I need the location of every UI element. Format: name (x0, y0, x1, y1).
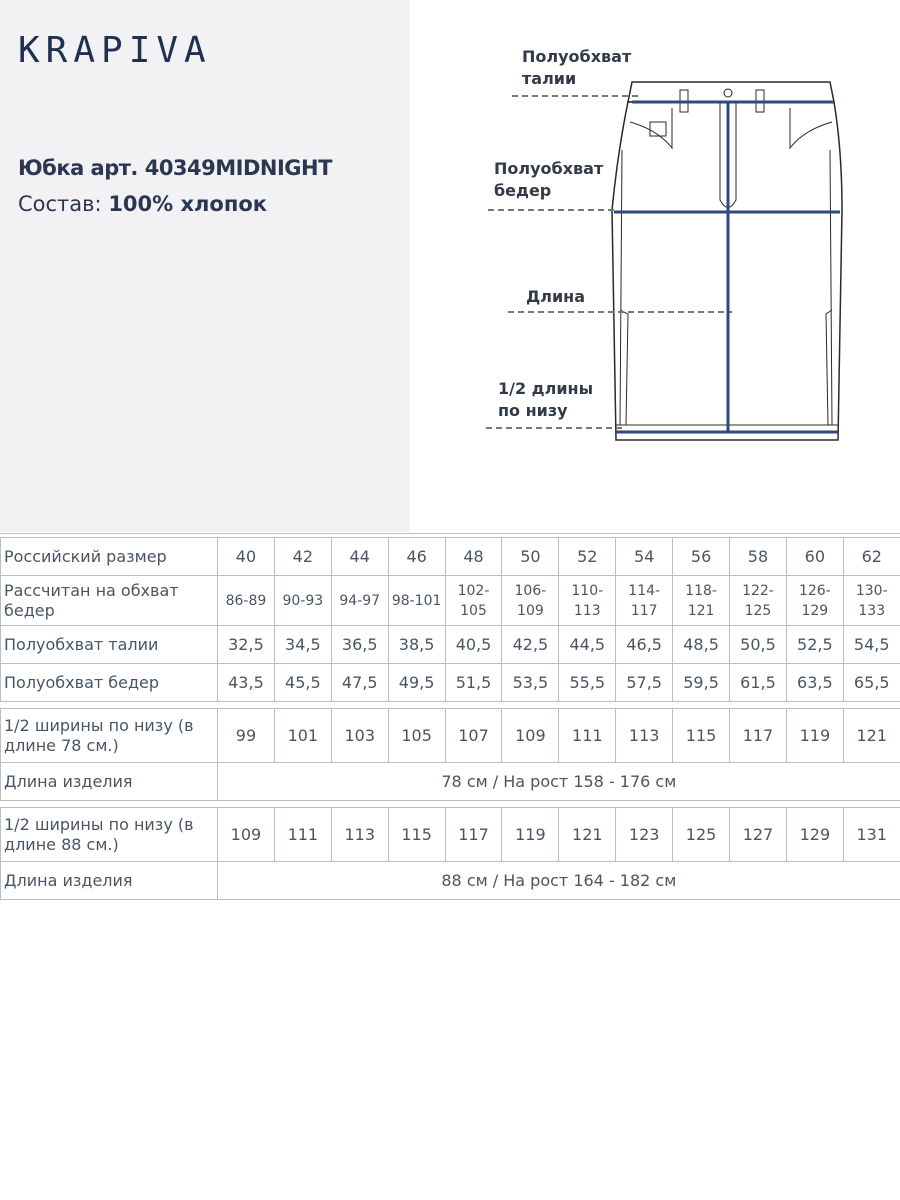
hem-cell: 103 (331, 709, 388, 763)
size-cell: 52 (559, 538, 616, 576)
hips-cell: 47,5 (331, 664, 388, 702)
hem-measure-label: 1/2 длины по низу (498, 379, 594, 420)
row-label: 1/2 ширины по низу (в длине 78 см.) (1, 709, 218, 763)
composition (18, 192, 267, 216)
hip-range-cell: 94-97 (331, 576, 388, 626)
row-label: 1/2 ширины по низу (в длине 88 см.) (1, 808, 218, 862)
hem-cell: 99 (218, 709, 275, 763)
hips-cell: 53,5 (502, 664, 559, 702)
waist-cell: 40,5 (445, 626, 502, 664)
table-row (1, 626, 900, 664)
composition-value: 100% хлопок (108, 192, 268, 216)
hem-cell: 123 (616, 808, 673, 862)
size-cell: 62 (843, 538, 900, 576)
hips-cell: 57,5 (616, 664, 673, 702)
size-cell: 50 (502, 538, 559, 576)
waist-cell: 52,5 (786, 626, 843, 664)
hem-cell: 121 (843, 709, 900, 763)
size-cell: 58 (730, 538, 787, 576)
waist-cell: 32,5 (218, 626, 275, 664)
table-row (1, 538, 900, 576)
waist-cell: 38,5 (388, 626, 445, 664)
hem-cell: 105 (388, 709, 445, 763)
waist-cell: 54,5 (843, 626, 900, 664)
hips-cell: 65,5 (843, 664, 900, 702)
hip-range-cell: 106- 109 (502, 576, 559, 626)
table-spacer (1, 801, 900, 808)
hem-cell: 107 (445, 709, 502, 763)
row-label: Рассчитан на обхват бедер (1, 576, 218, 626)
waist-cell: 34,5 (274, 626, 331, 664)
hips-cell: 49,5 (388, 664, 445, 702)
length-value-cell: 88 см / На рост 164 - 182 см (218, 862, 900, 900)
row-label: Длина изделия (1, 763, 218, 801)
hem-cell: 101 (274, 709, 331, 763)
hem-cell: 125 (673, 808, 730, 862)
table-row (1, 763, 900, 801)
hips-cell: 45,5 (274, 664, 331, 702)
size-cell: 54 (616, 538, 673, 576)
hem-cell: 129 (786, 808, 843, 862)
size-cell: 56 (673, 538, 730, 576)
hem-cell: 113 (616, 709, 673, 763)
brand-logo: KRAPIVA (18, 30, 212, 71)
table-spacer (1, 702, 900, 709)
hem-cell: 109 (502, 709, 559, 763)
hem-cell: 131 (843, 808, 900, 862)
hem-cell: 121 (559, 808, 616, 862)
row-label: Длина изделия (1, 862, 218, 900)
hem-cell: 111 (559, 709, 616, 763)
table-row (1, 862, 900, 900)
hips-cell: 63,5 (786, 664, 843, 702)
table-row (1, 664, 900, 702)
hem-cell: 117 (730, 709, 787, 763)
hem-cell: 119 (502, 808, 559, 862)
hem-cell: 115 (673, 709, 730, 763)
length-value-cell: 78 см / На рост 158 - 176 см (218, 763, 900, 801)
hem-cell: 117 (445, 808, 502, 862)
hips-cell: 55,5 (559, 664, 616, 702)
row-label: Российский размер (1, 538, 218, 576)
size-cell: 48 (445, 538, 502, 576)
waist-measure-label: Полуобхват талии (522, 47, 632, 88)
table-row (1, 576, 900, 626)
skirt-measurement-diagram (470, 30, 900, 470)
hem-cell: 111 (274, 808, 331, 862)
hem-cell: 115 (388, 808, 445, 862)
waist-cell: 48,5 (673, 626, 730, 664)
hem-cell: 109 (218, 808, 275, 862)
size-cell: 40 (218, 538, 275, 576)
hip-range-cell: 118- 121 (673, 576, 730, 626)
size-chart-table (0, 537, 900, 900)
hips-measure-label: Полуобхват бедер (494, 159, 604, 200)
table-row (1, 709, 900, 763)
hem-cell: 119 (786, 709, 843, 763)
hip-range-cell: 86-89 (218, 576, 275, 626)
table-row (1, 808, 900, 862)
waist-cell: 46,5 (616, 626, 673, 664)
waist-cell: 36,5 (331, 626, 388, 664)
table-top-divider (0, 533, 900, 534)
hem-cell: 127 (730, 808, 787, 862)
waist-cell: 50,5 (730, 626, 787, 664)
hip-range-cell: 90-93 (274, 576, 331, 626)
size-cell: 60 (786, 538, 843, 576)
hips-cell: 43,5 (218, 664, 275, 702)
header-panel (0, 0, 410, 532)
waist-cell: 44,5 (559, 626, 616, 664)
size-cell: 42 (274, 538, 331, 576)
hip-range-cell: 122- 125 (730, 576, 787, 626)
product-title: Юбка арт. 40349MIDNIGHT (18, 156, 332, 180)
size-cell: 44 (331, 538, 388, 576)
hips-cell: 61,5 (730, 664, 787, 702)
hip-range-cell: 102- 105 (445, 576, 502, 626)
hip-range-cell: 126- 129 (786, 576, 843, 626)
hip-range-cell: 110- 113 (559, 576, 616, 626)
hip-range-cell: 98-101 (388, 576, 445, 626)
composition-label: Состав: (18, 192, 102, 216)
hips-cell: 59,5 (673, 664, 730, 702)
hip-range-cell: 130- 133 (843, 576, 900, 626)
row-label: Полуобхват талии (1, 626, 218, 664)
waist-cell: 42,5 (502, 626, 559, 664)
hips-cell: 51,5 (445, 664, 502, 702)
hem-cell: 113 (331, 808, 388, 862)
row-label: Полуобхват бедер (1, 664, 218, 702)
size-cell: 46 (388, 538, 445, 576)
length-measure-label: Длина (526, 287, 586, 306)
hip-range-cell: 114- 117 (616, 576, 673, 626)
